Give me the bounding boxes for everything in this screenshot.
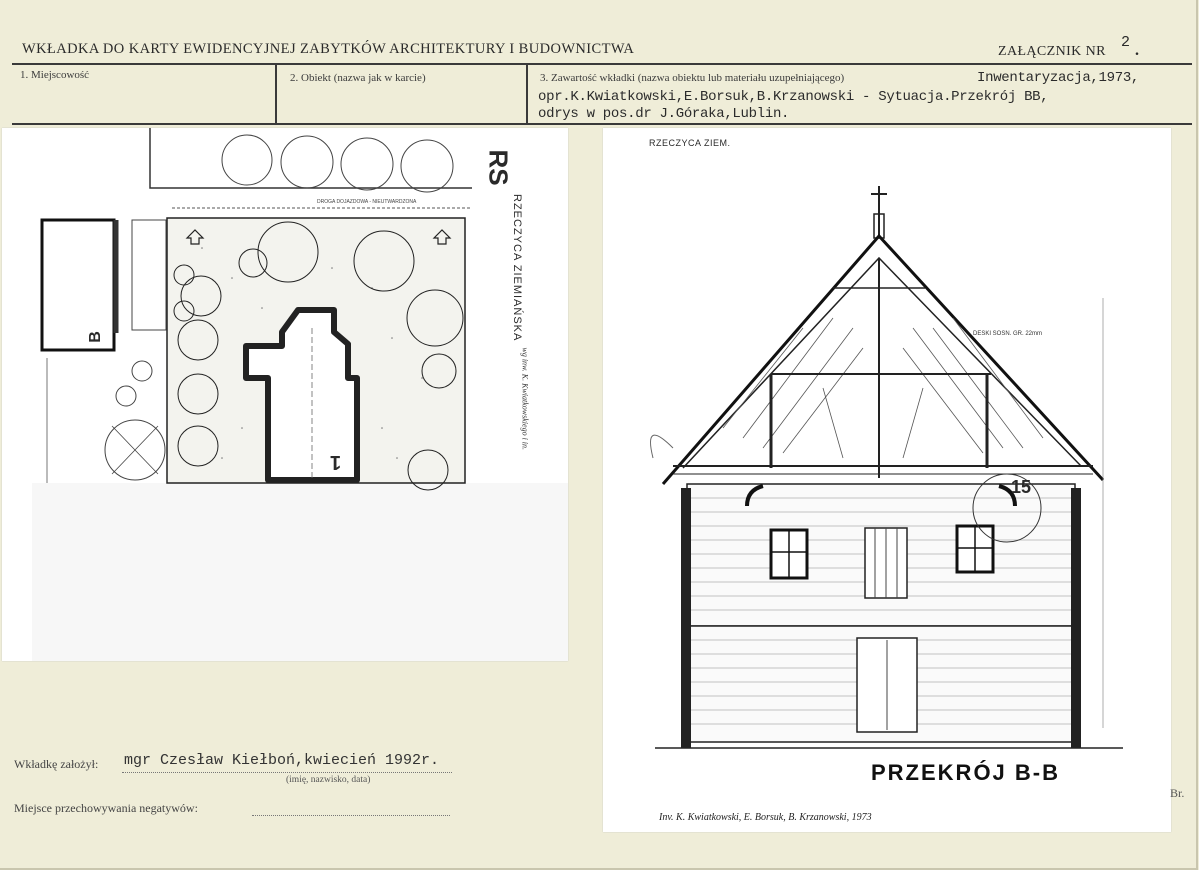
field-zawartosc-line2: opr.K.Kwiatkowski,E.Borsuk,B.Krzanowski - Sytuacja.Przekrój BB, bbox=[538, 89, 1049, 105]
site-author-note: wg inw. K. Kwiatkowskiego i in. bbox=[520, 347, 530, 451]
attachment-label: ZAŁĄCZNIK NR bbox=[998, 44, 1106, 59]
section-place-label: RZECZYCA ZIEM. bbox=[649, 138, 731, 148]
field-obiekt-label: 2. Obiekt (nazwa jak w karcie) bbox=[290, 72, 426, 84]
header-rule bbox=[12, 63, 1192, 65]
founded-by-value: mgr Czesław Kiełboń,kwiecień 1992r. bbox=[124, 752, 440, 769]
field-zawartosc-label: 3. Zawartość wkładki (nazwa obiektu lub materiału uzupełniającego) bbox=[540, 72, 845, 84]
field-miejscowosc-label: 1. Miejscowość bbox=[20, 69, 90, 81]
site-plan-drawing bbox=[2, 128, 568, 661]
attachment-dot: . bbox=[1135, 42, 1139, 59]
founded-by-hint: (imię, nazwisko, data) bbox=[286, 775, 371, 785]
negatives-storage-line bbox=[252, 815, 450, 816]
founded-by-line bbox=[122, 772, 452, 773]
section-drawing bbox=[603, 128, 1171, 832]
negatives-storage-label: Miejsce przechowywania negatywów: bbox=[14, 801, 198, 815]
site-sector-label: RS bbox=[483, 149, 514, 186]
site-plan-photo bbox=[2, 128, 568, 661]
section-signature: Inv. K. Kwiatkowski, E. Borsuk, B. Krzanowski, 1973 bbox=[659, 812, 872, 823]
founded-by-label: Wkładkę założył: bbox=[14, 757, 99, 771]
field-zawartosc-line3: odrys w pos.dr J.Góraka,Lublin. bbox=[538, 106, 790, 122]
site-street-label: RZECZYCA ZIEMIAŃSKA bbox=[511, 194, 523, 342]
site-letter-b: B bbox=[86, 331, 104, 343]
site-number-1: 1 bbox=[330, 451, 342, 473]
field-divider-2 bbox=[526, 63, 528, 123]
attachment-number: 2 bbox=[1121, 34, 1131, 51]
field-divider-1 bbox=[275, 63, 277, 123]
field-zawartosc-line1: Inwentaryzacja,1973, bbox=[977, 70, 1140, 86]
section-title: PRZEKRÓJ B-B bbox=[871, 760, 1061, 785]
section-drawing-photo bbox=[603, 128, 1171, 832]
fields-rule bbox=[12, 123, 1192, 125]
card-title: WKŁADKA DO KARTY EWIDENCYJNEJ ZABYTKÓW ARCHITEKTURY I BUDOWNICTWA bbox=[22, 41, 635, 57]
site-road-label: DROGA DOJAZDOWA - NIEUTWARDZONA bbox=[317, 199, 417, 205]
section-corner-note: Br. bbox=[1170, 786, 1185, 800]
section-note: DESKI SOSN. GR. 22mm bbox=[973, 331, 1043, 337]
section-circle-number: 15 bbox=[1011, 477, 1032, 497]
